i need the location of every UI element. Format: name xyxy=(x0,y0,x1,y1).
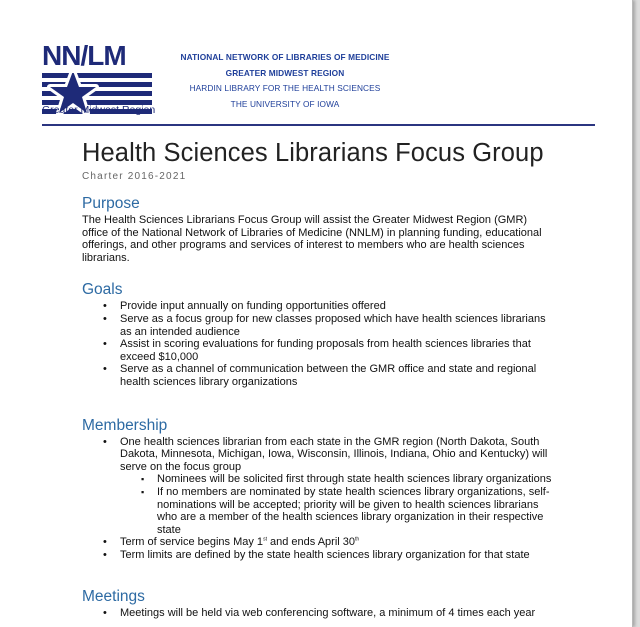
document-body xyxy=(82,135,552,620)
list-item: • Assist in scoring evaluations for funding proposals from health sciences libraries that exceed $10,000 xyxy=(120,338,552,363)
goals-heading: Goals xyxy=(82,281,123,299)
list-item xyxy=(120,536,552,549)
list-item: ▪ Nominees will be solicited first through state health sciences library organizations xyxy=(157,473,552,486)
list-item: • Serve as a focus group for new classes proposed which have health sciences librarians as an intended audience xyxy=(120,313,552,338)
term-text-b: and ends April 30 xyxy=(266,536,356,549)
term-text-a: Term of service begins May 1 xyxy=(120,536,264,549)
list-item: ▪ If no members are nominated by state health sciences library organizations, self-nominations will be accepted; priority will be given to health sciences librarians who are a member of the health sciences library organization in their respective state xyxy=(157,486,552,536)
document-title: Health Sciences Librarians Focus Group xyxy=(82,139,544,167)
letterhead-line2: GREATER MIDWEST REGION xyxy=(225,67,345,78)
logo-region-caption: Greater Midwest Region xyxy=(42,104,156,116)
list-item: • Term limits are defined by the state health sciences library organization for that state xyxy=(120,549,552,562)
letterhead-line4: THE UNIVERSITY OF IOWA xyxy=(230,98,340,109)
goals-list xyxy=(82,300,552,388)
purpose-text: The Health Sciences Librarians Focus Group will assist the Greater Midwest Region (GMR) office of the National Network of Libraries of Medicine (NNLM) in planning funding, educational offerings, and other programs and services of interest to members who are health sciences librarians. xyxy=(82,214,542,264)
letterhead-line1: NATIONAL NETWORK OF LIBRARIES OF MEDICINE xyxy=(180,52,390,62)
membership-heading: Membership xyxy=(82,416,168,434)
membership-list xyxy=(82,436,552,562)
term-sup-th: th xyxy=(355,536,360,543)
document-subtitle: Charter 2016-2021 xyxy=(82,171,187,182)
purpose-heading: Purpose xyxy=(82,195,140,212)
logo-acronym: NN/LM xyxy=(42,40,126,71)
membership-sublist xyxy=(120,473,552,536)
letterhead-line3: HARDIN LIBRARY FOR THE HEALTH SCIENCES xyxy=(189,83,381,93)
membership-item-text: One health sciences librarian from each state in the GMR region (North Dakota, South Dakota, Minnesota, Michigan, Iowa, Wisconsin, Illinois, Indiana, Ohio and Kentucky) will serve on the focus group xyxy=(120,435,548,473)
header-divider xyxy=(42,124,595,126)
list-item: • Meetings will be held via web conferencing software, a minimum of 4 times each year xyxy=(120,607,552,620)
meetings-list xyxy=(82,607,552,620)
list-item xyxy=(120,436,552,537)
list-item: • Provide input annually on funding opportunities offered xyxy=(120,300,552,313)
meetings-heading: Meetings xyxy=(82,588,145,606)
letterhead xyxy=(155,50,415,112)
logo-star-bars xyxy=(42,73,152,125)
term-sup-st: st xyxy=(263,536,267,543)
list-item: • Serve as a channel of communication between the GMR office and state and regional health sciences library organizations xyxy=(120,363,552,388)
